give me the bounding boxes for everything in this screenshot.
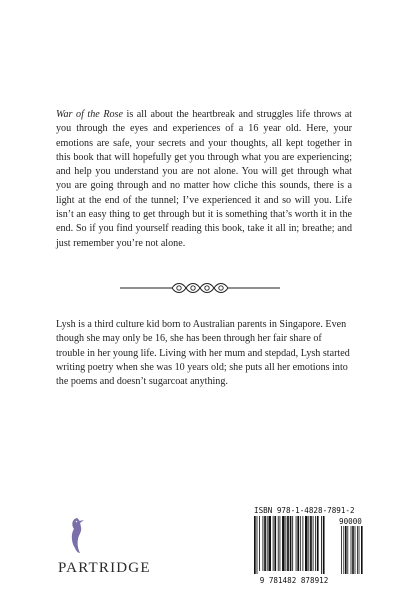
publisher-name: PARTRIDGE <box>58 560 151 576</box>
author-bio: Lysh is a third culture kid born to Australian parents in Singapore. Even though she may only be 16, she has been through her fair share of trouble in her young life. Living with her mum and stepdad, Lysh started writing poetry when she was 10 years old; she puts all her emotions into the poems and doesn’t sugarcoat anything. <box>56 319 350 388</box>
book-title: War of the Rose <box>56 109 123 120</box>
ornamental-knot-divider-icon <box>120 280 280 296</box>
book-blurb <box>56 108 352 251</box>
blurb-text: is all about the heartbreak and struggles life throws at you through the eyes and experiences of a 16 year old. Here, your emotions are safe, your secrets and your thoughts, all kept together in this book that will hopefully get you through what you are experiencing; and help you understand you are not alone. You will get through what you are going through and no matter how cliche this sounds, there is a light at the end of the tunnel; I’ve experienced it and so will you. Life isn’t an easy thing to get through but it is something that’s worth it in the end. So if you find yourself reading this book, take it all in; breathe; and just remember you’re not alone. <box>56 109 352 249</box>
price-code: 90000 <box>339 517 362 526</box>
publisher-mark <box>58 516 151 582</box>
isbn-label: ISBN 978-1-4828-7891-2 <box>254 506 355 515</box>
partridge-bird-logo-icon <box>68 516 86 554</box>
ean-digits: 9 781482 878912 <box>259 576 329 585</box>
isbn-barcode <box>250 503 364 587</box>
